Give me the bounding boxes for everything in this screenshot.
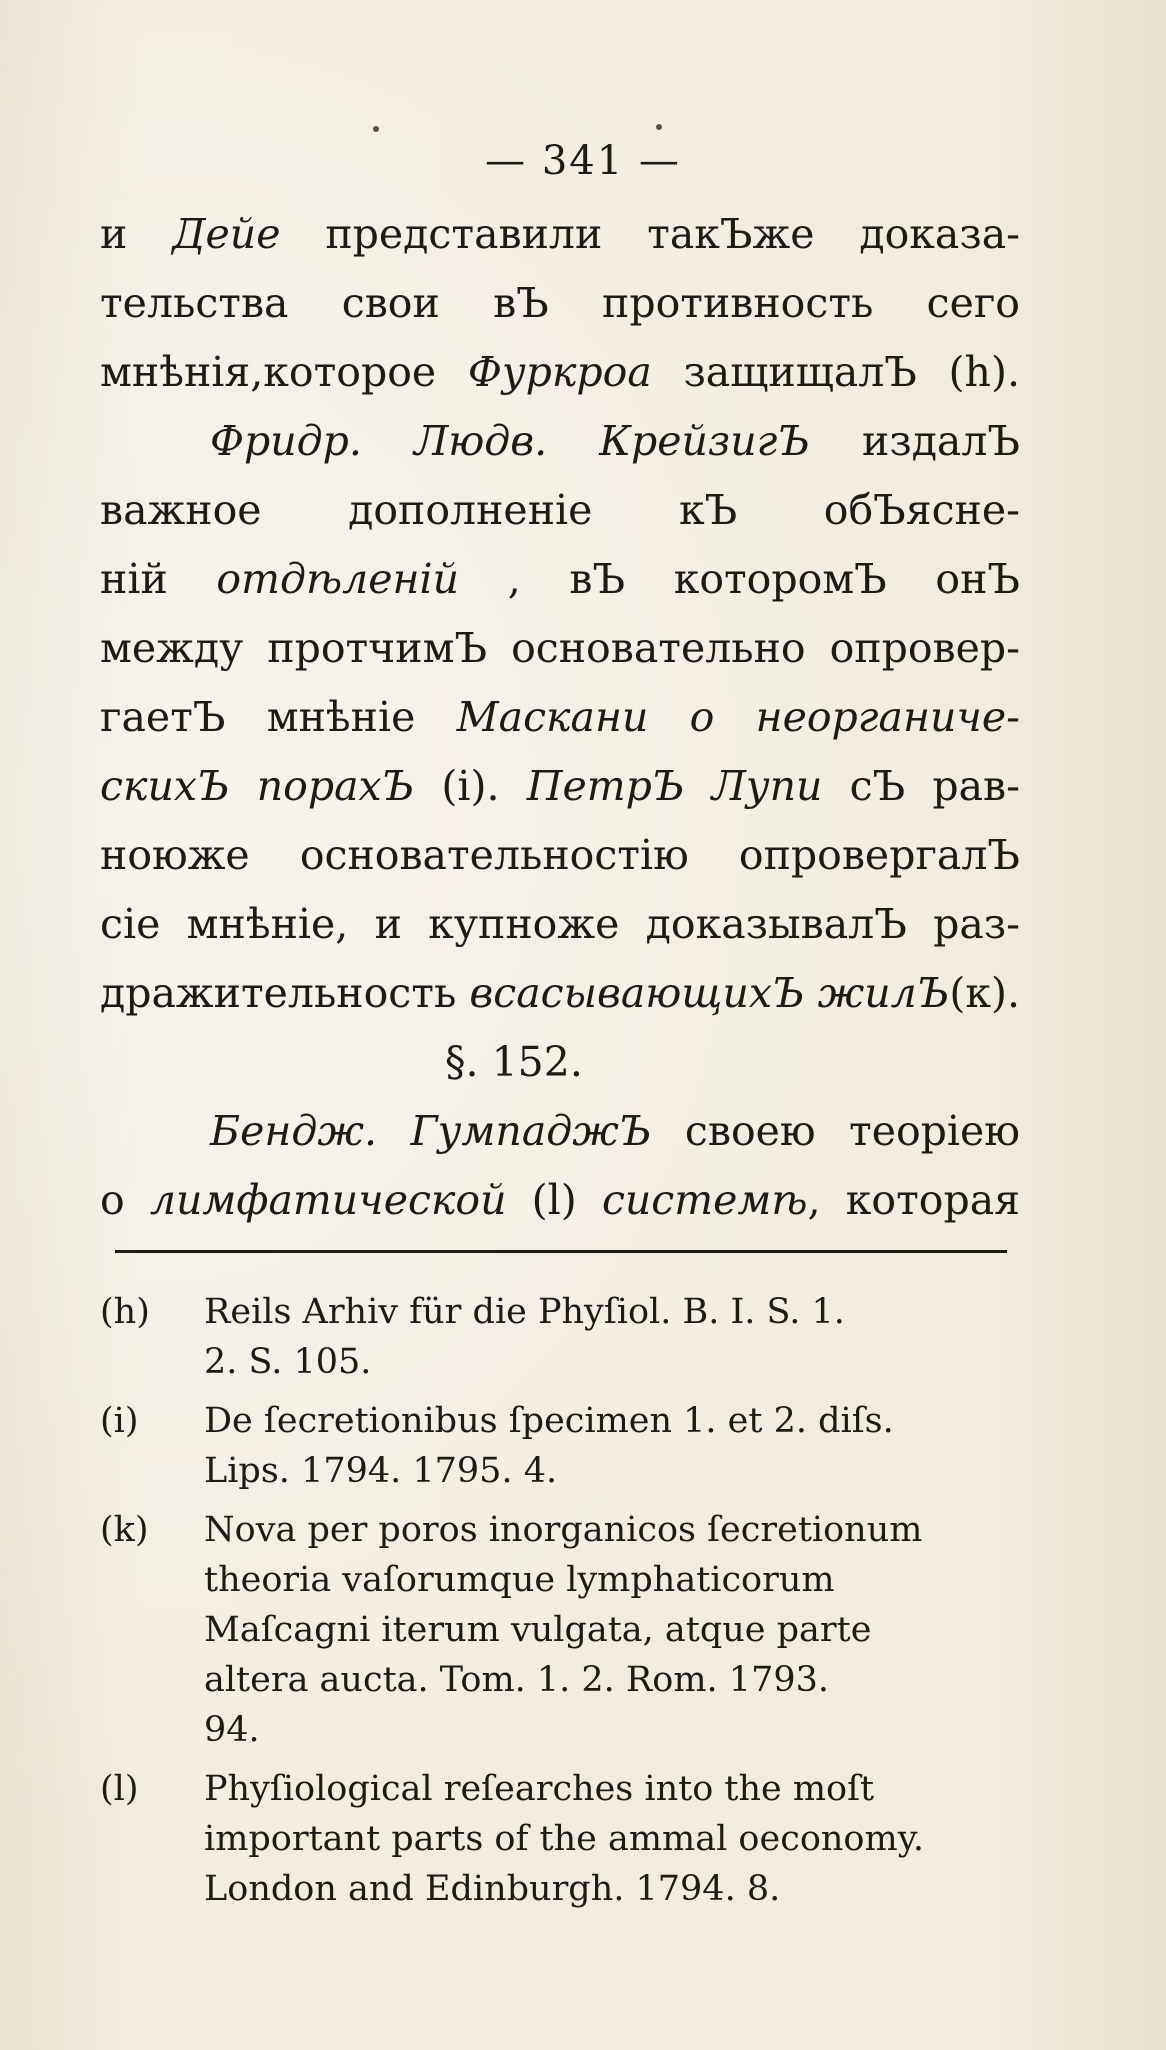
- footnote-line: theoria vaſorumque lymphaticorum: [204, 1560, 835, 1600]
- main-text: [100, 200, 1020, 1235]
- footnote-line: Phyſiological reſearches into the moſt: [204, 1769, 875, 1809]
- section-heading: §. 152.: [445, 1038, 583, 1086]
- footnote-line: Maſcagni iterum vulgata, atque parte: [204, 1610, 872, 1650]
- footnote-mark: (l): [100, 1769, 139, 1809]
- footnotes: [100, 1287, 1020, 1923]
- text-line: ній отдѣленій , вЪ которомЪ онЪ: [100, 555, 1020, 603]
- footnote-mark: (k): [100, 1510, 149, 1550]
- text-line: мнѣнія,которое Фуркроа защищалЪ (h).: [100, 348, 1020, 396]
- footnote-line: altera aucta. Tom. 1. 2. Rom. 1793.: [204, 1660, 829, 1700]
- footnote-line: Nova per poros inorganicos ſecretionum: [204, 1510, 923, 1550]
- page-speck: [656, 124, 662, 130]
- footnote-line: Lips. 1794. 1795. 4.: [204, 1451, 558, 1491]
- footnote: [100, 1505, 1020, 1755]
- footnote-line: 2. S. 105.: [204, 1342, 372, 1382]
- page-speck: [373, 126, 379, 132]
- page-number: — 341 —: [485, 138, 681, 184]
- text-line: важное дополненіе кЪ обЪясне-: [100, 486, 1020, 534]
- text-line: гаетЪ мнѣніе Маскани о неорганиче-: [100, 693, 1020, 741]
- footnote-line: 94.: [204, 1710, 260, 1750]
- footnote: [100, 1396, 1020, 1496]
- footnote: [100, 1764, 1020, 1914]
- footnote-line: Reils Arhiv für die Phyſiol. B. I. S. 1.: [204, 1292, 845, 1332]
- footnote-line: important parts of the ammal oeconomy.: [204, 1819, 924, 1859]
- text-line: дражительность всасывающихЪ жилЪ(к).: [100, 969, 1020, 1017]
- footnote-mark: (h): [100, 1292, 150, 1332]
- footnote-mark: (i): [100, 1401, 139, 1441]
- text-line: о лимфатической (l) системѣ, которая: [100, 1176, 1021, 1224]
- footnote: [100, 1287, 1020, 1387]
- text-line: Фридр. Людв. КрейзигЪ издалЪ: [210, 417, 1020, 465]
- footnote-line: De ſecretionibus ſpecimen 1. et 2. diſs.: [204, 1401, 894, 1441]
- footnote-divider: [115, 1250, 1007, 1253]
- text-line: ноюже основательностію опровергалЪ: [100, 831, 1020, 879]
- text-line: сіе мнѣніе, и купноже доказывалЪ раз-: [100, 900, 1020, 948]
- text-line: тельства свои вЪ противность сего: [100, 279, 1020, 327]
- text-line: Бендж. ГумпаджЪ своею теоріею: [210, 1107, 1021, 1155]
- text-line: скихЪ порахЪ (i). ПетрЪ Лупи сЪ рав-: [100, 762, 1020, 810]
- text-line: и Дейе представили такЪже доказа-: [100, 210, 1020, 258]
- footnote-line: London and Edinburgh. 1794. 8.: [204, 1869, 781, 1909]
- text-line: между протчимЪ основательно опровер-: [100, 624, 1020, 672]
